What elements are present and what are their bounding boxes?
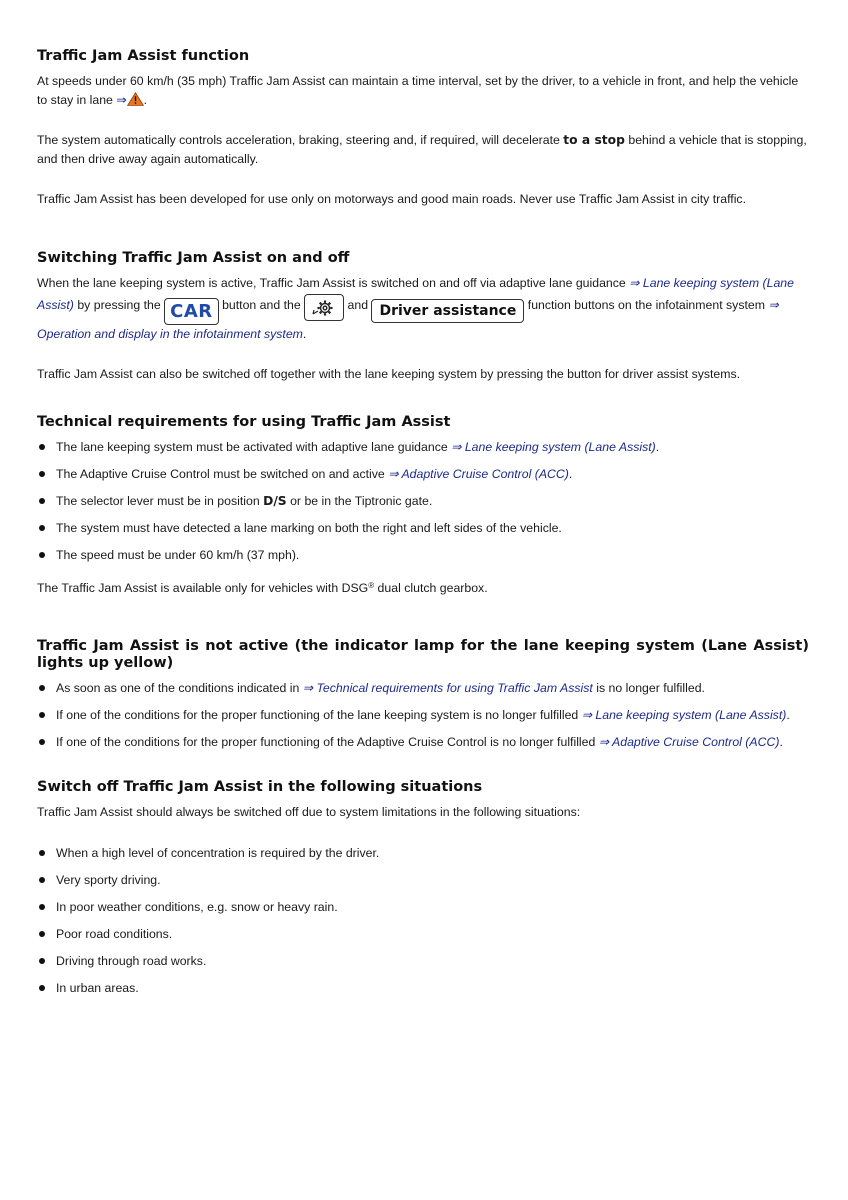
text: The Traffic Jam Assist is available only for vehicles with DSG xyxy=(37,581,369,595)
text: As soon as one of the conditions indicated in xyxy=(56,681,303,695)
list-item xyxy=(37,844,809,863)
bullet-icon xyxy=(39,985,45,991)
emphasis-text: D/S xyxy=(263,494,287,508)
paragraph xyxy=(37,576,809,598)
link-adaptive-cruise-control[interactable]: ⇒ Adaptive Cruise Control (ACC) xyxy=(598,735,780,749)
link-adaptive-cruise-control[interactable]: ⇒ Adaptive Cruise Control (ACC) xyxy=(388,467,569,481)
section-title: Switch off Traffic Jam Assist in the following situations xyxy=(37,779,483,795)
switch-off-list xyxy=(37,844,809,998)
bullet-icon xyxy=(39,685,45,691)
section-switch-off xyxy=(37,779,809,998)
text: button and the xyxy=(218,297,305,312)
list-item xyxy=(37,679,809,698)
text: The Adaptive Cruise Control must be switched on and active xyxy=(56,467,389,481)
text: The system must have detected a lane marking on both the right and left sides of the vehicle. xyxy=(56,521,562,535)
bullet-icon xyxy=(39,471,45,477)
text: . xyxy=(568,467,573,481)
list-item xyxy=(37,733,809,752)
text: . xyxy=(655,440,660,454)
bullet-icon xyxy=(39,525,45,531)
bullet-icon xyxy=(39,877,45,883)
paragraph xyxy=(37,274,809,344)
section-function xyxy=(37,48,809,209)
text: When the lane keeping system is active, Traffic Jam Assist is switched on and off via adaptive lane guidance xyxy=(37,276,630,290)
paragraph xyxy=(37,131,809,169)
text: Driving through road works. xyxy=(56,954,207,968)
text: dual clutch gearbox. xyxy=(374,581,488,595)
section-not-active xyxy=(37,638,809,752)
link-lane-keeping-system[interactable]: ⇒ Lane keeping system (Lane Assist) xyxy=(451,440,656,454)
text: In urban areas. xyxy=(56,981,139,995)
paragraph xyxy=(37,72,809,110)
section-switching xyxy=(37,250,809,384)
list-item xyxy=(37,706,809,725)
driver-assistance-button[interactable]: Driver assistance xyxy=(371,299,524,323)
bullet-icon xyxy=(39,712,45,718)
text: . xyxy=(143,93,148,107)
bullet-icon xyxy=(39,904,45,910)
list-item xyxy=(37,492,809,511)
list-item xyxy=(37,438,809,457)
link-lane-keeping-system[interactable]: ⇒ Lane keeping system (Lane Assist) xyxy=(581,708,787,722)
section-title: Traffic Jam Assist is not active (the indicator lamp for the lane keeping system (Lane Assist) lights up yellow) xyxy=(37,638,809,671)
not-active-list xyxy=(37,679,809,752)
list-item xyxy=(37,979,809,998)
text: behind a vehicle that is stopping, and then drive away again automatically. xyxy=(37,133,807,166)
bullet-icon xyxy=(39,958,45,964)
text: Poor road conditions. xyxy=(56,927,173,941)
list-item xyxy=(37,952,809,971)
gear-settings-icon xyxy=(309,298,339,317)
bullet-icon xyxy=(39,552,45,558)
list-item xyxy=(37,898,809,917)
text: The selector lever must be in position xyxy=(56,494,264,508)
text: Very sporty driving. xyxy=(56,873,161,887)
text: . xyxy=(302,326,307,341)
bullet-icon xyxy=(39,498,45,504)
text: In poor weather conditions, e.g. snow or heavy rain. xyxy=(56,900,338,914)
list-item xyxy=(37,465,809,484)
text: If one of the conditions for the proper functioning of the Adaptive Cruise Control is no longer fulfilled xyxy=(56,735,599,749)
car-button[interactable]: CAR xyxy=(164,298,219,325)
text: function buttons on the infotainment system xyxy=(524,297,769,312)
text: . xyxy=(779,735,783,749)
text: The speed must be under 60 km/h (37 mph). xyxy=(56,548,300,562)
link-technical-requirements[interactable]: ⇒ Technical requirements for using Traffic Jam Assist xyxy=(302,681,593,695)
section-title: Switching Traffic Jam Assist on and off xyxy=(37,250,350,266)
text: is no longer fulfilled. xyxy=(592,681,705,695)
paragraph: Traffic Jam Assist can also be switched off together with the lane keeping system by pressing the button for driver assist systems. xyxy=(37,367,741,381)
link-lane-keeping-system[interactable]: ⇒ Lane keeping system (Lane Assist) xyxy=(37,276,794,312)
registered-mark: ® xyxy=(368,581,375,590)
text: At speeds under 60 km/h (35 mph) Traffic Jam Assist can maintain a time interval, set by the driver, to a vehicle in front, and help the vehicle to stay in lane xyxy=(37,74,799,107)
warning-triangle-icon[interactable] xyxy=(127,92,144,106)
paragraph: Traffic Jam Assist has been developed for use only on motorways and good main roads. Never use Traffic Jam Assist in city traffic. xyxy=(37,192,746,206)
text: The system automatically controls acceleration, braking, steering and, if required, will decelerate xyxy=(37,133,564,147)
text: When a high level of concentration is required by the driver. xyxy=(56,846,380,860)
list-item xyxy=(37,925,809,944)
bullet-icon xyxy=(39,739,45,745)
cross-reference-arrow[interactable]: ⇒ xyxy=(116,93,127,107)
text: or be in the Tiptronic gate. xyxy=(286,494,433,508)
text: . xyxy=(786,708,790,722)
section-title: Technical requirements for using Traffic Jam Assist xyxy=(37,414,451,430)
text: The lane keeping system must be activated with adaptive lane guidance xyxy=(56,440,452,454)
gear-settings-button[interactable] xyxy=(304,294,344,321)
paragraph: Traffic Jam Assist should always be switched off due to system limitations in the following situations: xyxy=(37,805,581,819)
section-technical-requirements xyxy=(37,414,809,598)
emphasis-text: to a stop xyxy=(563,133,625,147)
requirements-list xyxy=(37,438,809,565)
link-infotainment-operation[interactable]: ⇒ Operation and display in the infotainment system xyxy=(37,297,779,341)
bullet-icon xyxy=(39,850,45,856)
text: If one of the conditions for the proper functioning of the lane keeping system is no longer fulfilled xyxy=(56,708,582,722)
bullet-icon xyxy=(39,444,45,450)
text: and xyxy=(344,297,372,312)
bullet-icon xyxy=(39,931,45,937)
list-item xyxy=(37,871,809,890)
list-item xyxy=(37,546,809,565)
section-title: Traffic Jam Assist function xyxy=(37,48,250,64)
list-item xyxy=(37,519,809,538)
text: by pressing the xyxy=(73,297,165,312)
